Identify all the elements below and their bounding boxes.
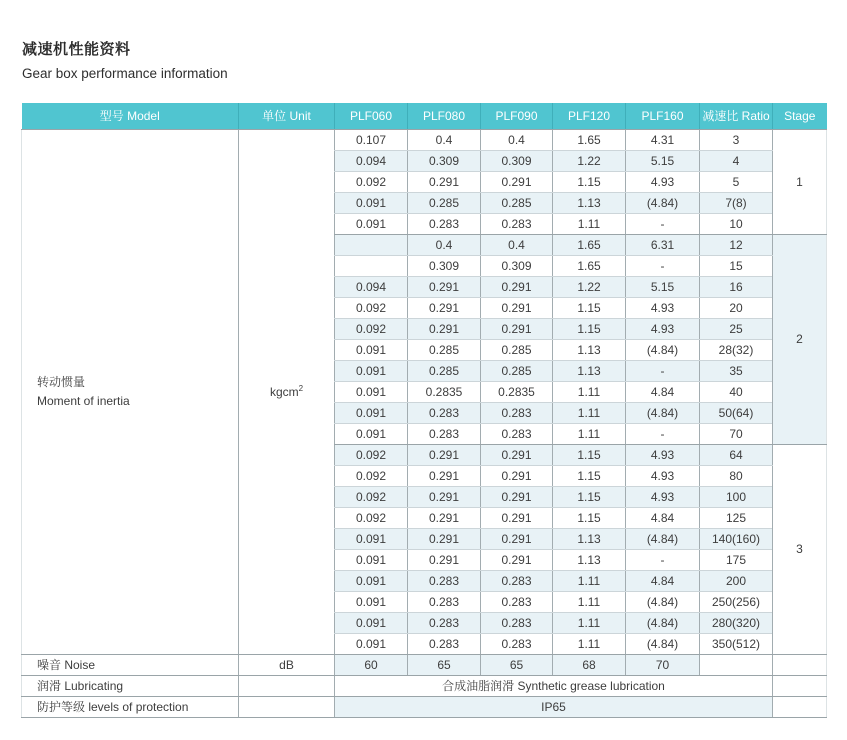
inertia-cell bbox=[335, 255, 408, 276]
protection-value: IP65 bbox=[335, 696, 773, 717]
stage-cell: 2 bbox=[773, 234, 827, 444]
inertia-cell: 35 bbox=[700, 360, 773, 381]
inertia-cell: 0.291 bbox=[408, 486, 481, 507]
inertia-cell: 40 bbox=[700, 381, 773, 402]
inertia-cell: 1.13 bbox=[553, 360, 626, 381]
inertia-cell: 0.283 bbox=[481, 612, 553, 633]
inertia-cell: 80 bbox=[700, 465, 773, 486]
inertia-cell: - bbox=[626, 549, 700, 570]
inertia-cell: 0.091 bbox=[335, 528, 408, 549]
inertia-cell: 70 bbox=[700, 423, 773, 444]
inertia-cell: 0.309 bbox=[481, 255, 553, 276]
inertia-cell: 5.15 bbox=[626, 150, 700, 171]
inertia-cell: 0.283 bbox=[481, 591, 553, 612]
inertia-cell: 0.2835 bbox=[481, 381, 553, 402]
inertia-cell: 0.091 bbox=[335, 423, 408, 444]
inertia-cell: 20 bbox=[700, 297, 773, 318]
inertia-row-label bbox=[22, 129, 239, 654]
inertia-cell: 1.22 bbox=[553, 150, 626, 171]
inertia-cell: 0.291 bbox=[408, 444, 481, 465]
lubricating-stage-empty-cell bbox=[773, 675, 827, 696]
inertia-label-zh: 转动惯量 bbox=[37, 374, 86, 389]
inertia-cell: 0.283 bbox=[481, 570, 553, 591]
inertia-cell: 1.11 bbox=[553, 213, 626, 234]
inertia-cell: 0.4 bbox=[481, 129, 553, 150]
inertia-cell: 0.283 bbox=[481, 402, 553, 423]
inertia-cell: 4.31 bbox=[626, 129, 700, 150]
inertia-cell: 0.107 bbox=[335, 129, 408, 150]
inertia-cell: 0.309 bbox=[408, 255, 481, 276]
inertia-cell: 0.285 bbox=[481, 339, 553, 360]
inertia-cell: 0.283 bbox=[481, 213, 553, 234]
inertia-cell: 0.092 bbox=[335, 486, 408, 507]
inertia-cell: (4.84) bbox=[626, 402, 700, 423]
inertia-cell: 0.092 bbox=[335, 465, 408, 486]
inertia-cell: - bbox=[626, 360, 700, 381]
inertia-cell: 0.285 bbox=[408, 360, 481, 381]
inertia-cell: 0.291 bbox=[481, 318, 553, 339]
inertia-cell: 0.092 bbox=[335, 507, 408, 528]
inertia-cell: 0.285 bbox=[481, 360, 553, 381]
col-header-plf120: PLF120 bbox=[553, 103, 626, 129]
inertia-cell: 0.291 bbox=[408, 507, 481, 528]
inertia-cell: 200 bbox=[700, 570, 773, 591]
col-header-plf080: PLF080 bbox=[408, 103, 481, 129]
protection-stage-empty-cell bbox=[773, 696, 827, 717]
inertia-cell: 0.4 bbox=[408, 129, 481, 150]
inertia-unit bbox=[239, 129, 335, 654]
protection-unit-empty-cell bbox=[239, 696, 335, 717]
col-header-plf090: PLF090 bbox=[481, 103, 553, 129]
inertia-cell: 0.283 bbox=[408, 612, 481, 633]
inertia-cell: 5.15 bbox=[626, 276, 700, 297]
inertia-cell: 4.93 bbox=[626, 444, 700, 465]
inertia-cell: 350(512) bbox=[700, 633, 773, 654]
inertia-cell: 0.283 bbox=[408, 633, 481, 654]
inertia-cell: 0.091 bbox=[335, 570, 408, 591]
col-header-model: 型号 Model bbox=[22, 103, 239, 129]
inertia-cell: 1.65 bbox=[553, 255, 626, 276]
col-header-ratio: 减速比 Ratio bbox=[700, 103, 773, 129]
inertia-cell: 0.285 bbox=[481, 192, 553, 213]
inertia-cell: 1.13 bbox=[553, 339, 626, 360]
inertia-cell: 1.11 bbox=[553, 591, 626, 612]
inertia-cell: 0.092 bbox=[335, 171, 408, 192]
inertia-cell: 4.93 bbox=[626, 486, 700, 507]
inertia-cell: 0.091 bbox=[335, 213, 408, 234]
page-title-zh: 减速机性能资料 bbox=[22, 41, 131, 58]
inertia-cell: 1.65 bbox=[553, 129, 626, 150]
inertia-cell: 1.15 bbox=[553, 486, 626, 507]
table-row bbox=[22, 129, 827, 150]
inertia-cell: 1.11 bbox=[553, 612, 626, 633]
inertia-cell: 0.291 bbox=[481, 276, 553, 297]
inertia-cell: 0.094 bbox=[335, 276, 408, 297]
inertia-cell: 0.291 bbox=[481, 507, 553, 528]
noise-label: 噪音 Noise bbox=[22, 654, 239, 675]
inertia-cell: 0.291 bbox=[481, 297, 553, 318]
gearbox-performance-table bbox=[21, 103, 827, 718]
inertia-cell: 5 bbox=[700, 171, 773, 192]
inertia-cell: 0.091 bbox=[335, 360, 408, 381]
inertia-unit-exponent: 2 bbox=[298, 384, 304, 393]
inertia-cell: 15 bbox=[700, 255, 773, 276]
inertia-cell: (4.84) bbox=[626, 591, 700, 612]
inertia-cell: 0.091 bbox=[335, 402, 408, 423]
inertia-cell: 0.2835 bbox=[408, 381, 481, 402]
noise-value-plf120: 68 bbox=[553, 654, 626, 675]
noise-stage-empty-cell bbox=[773, 654, 827, 675]
inertia-cell: (4.84) bbox=[626, 612, 700, 633]
inertia-cell: - bbox=[626, 255, 700, 276]
inertia-cell: 0.291 bbox=[481, 465, 553, 486]
inertia-cell: 4 bbox=[700, 150, 773, 171]
noise-value-plf060: 60 bbox=[335, 654, 408, 675]
inertia-cell: 0.283 bbox=[481, 423, 553, 444]
inertia-cell: 175 bbox=[700, 549, 773, 570]
inertia-cell: 0.091 bbox=[335, 192, 408, 213]
lubricating-label: 润滑 Lubricating bbox=[22, 675, 239, 696]
inertia-cell: 0.4 bbox=[408, 234, 481, 255]
inertia-cell: 1.11 bbox=[553, 633, 626, 654]
inertia-cell: 0.283 bbox=[408, 402, 481, 423]
inertia-cell: 4.93 bbox=[626, 171, 700, 192]
inertia-cell: 100 bbox=[700, 486, 773, 507]
inertia-cell: 0.092 bbox=[335, 444, 408, 465]
inertia-label-en: Moment of inertia bbox=[37, 393, 130, 408]
inertia-cell: 1.13 bbox=[553, 192, 626, 213]
col-header-unit: 单位 Unit bbox=[239, 103, 335, 129]
inertia-cell: 4.84 bbox=[626, 381, 700, 402]
inertia-cell: 140(160) bbox=[700, 528, 773, 549]
inertia-cell: 0.291 bbox=[408, 171, 481, 192]
inertia-cell: 10 bbox=[700, 213, 773, 234]
inertia-cell: 0.291 bbox=[408, 549, 481, 570]
inertia-cell: 0.291 bbox=[408, 528, 481, 549]
noise-value-plf090: 65 bbox=[481, 654, 553, 675]
inertia-cell: 1.15 bbox=[553, 318, 626, 339]
stage-cell: 3 bbox=[773, 444, 827, 654]
inertia-cell: 0.094 bbox=[335, 150, 408, 171]
inertia-cell: 0.091 bbox=[335, 549, 408, 570]
inertia-cell: 28(32) bbox=[700, 339, 773, 360]
inertia-cell: 1.15 bbox=[553, 171, 626, 192]
inertia-cell: 0.283 bbox=[408, 591, 481, 612]
inertia-cell bbox=[335, 234, 408, 255]
stage-cell: 1 bbox=[773, 129, 827, 234]
inertia-cell: 4.84 bbox=[626, 570, 700, 591]
inertia-cell: 0.283 bbox=[408, 423, 481, 444]
inertia-cell: 1.15 bbox=[553, 297, 626, 318]
inertia-cell: (4.84) bbox=[626, 339, 700, 360]
col-header-stage: Stage bbox=[773, 103, 827, 129]
inertia-cell: 0.091 bbox=[335, 633, 408, 654]
inertia-cell: 0.291 bbox=[481, 549, 553, 570]
inertia-cell: 0.291 bbox=[481, 528, 553, 549]
inertia-cell: 6.31 bbox=[626, 234, 700, 255]
inertia-cell: 0.291 bbox=[408, 297, 481, 318]
inertia-cell: - bbox=[626, 423, 700, 444]
inertia-cell: 4.93 bbox=[626, 465, 700, 486]
inertia-cell: 0.291 bbox=[481, 444, 553, 465]
inertia-cell: 0.285 bbox=[408, 192, 481, 213]
inertia-cell: 1.13 bbox=[553, 549, 626, 570]
inertia-cell: 0.283 bbox=[481, 633, 553, 654]
inertia-cell: 1.11 bbox=[553, 381, 626, 402]
inertia-cell: 1.13 bbox=[553, 528, 626, 549]
inertia-cell: 0.309 bbox=[481, 150, 553, 171]
inertia-cell: 0.283 bbox=[408, 213, 481, 234]
inertia-cell: 4.93 bbox=[626, 318, 700, 339]
inertia-cell: 12 bbox=[700, 234, 773, 255]
protection-label: 防护等级 levels of protection bbox=[22, 696, 239, 717]
inertia-cell: 0.091 bbox=[335, 591, 408, 612]
inertia-cell: 0.091 bbox=[335, 339, 408, 360]
inertia-cell: 1.22 bbox=[553, 276, 626, 297]
noise-unit: dB bbox=[239, 654, 335, 675]
col-header-plf160: PLF160 bbox=[626, 103, 700, 129]
inertia-cell: - bbox=[626, 213, 700, 234]
noise-value-plf080: 65 bbox=[408, 654, 481, 675]
inertia-cell: 1.11 bbox=[553, 570, 626, 591]
inertia-unit-text: kgcm bbox=[269, 385, 299, 399]
inertia-cell: 0.092 bbox=[335, 297, 408, 318]
inertia-cell: 0.285 bbox=[408, 339, 481, 360]
inertia-cell: 0.291 bbox=[408, 465, 481, 486]
inertia-cell: 4.93 bbox=[626, 297, 700, 318]
inertia-cell: 1.11 bbox=[553, 423, 626, 444]
inertia-cell: 250(256) bbox=[700, 591, 773, 612]
inertia-cell: 7(8) bbox=[700, 192, 773, 213]
inertia-cell: 16 bbox=[700, 276, 773, 297]
header-row bbox=[22, 103, 827, 129]
footer-tbody bbox=[22, 654, 827, 717]
inertia-cell: 0.091 bbox=[335, 612, 408, 633]
col-header-plf060: PLF060 bbox=[335, 103, 408, 129]
inertia-cell: 0.291 bbox=[481, 486, 553, 507]
inertia-cell: 0.291 bbox=[408, 276, 481, 297]
inertia-cell: 50(64) bbox=[700, 402, 773, 423]
lubricating-row bbox=[22, 675, 827, 696]
inertia-cell: 1.65 bbox=[553, 234, 626, 255]
inertia-cell: 1.15 bbox=[553, 444, 626, 465]
inertia-cell: 0.309 bbox=[408, 150, 481, 171]
noise-row bbox=[22, 654, 827, 675]
inertia-cell: 0.091 bbox=[335, 381, 408, 402]
inertia-cell: 0.4 bbox=[481, 234, 553, 255]
inertia-cell: 0.291 bbox=[408, 318, 481, 339]
inertia-cell: 1.15 bbox=[553, 507, 626, 528]
page-title-en: Gear box performance information bbox=[22, 66, 228, 81]
inertia-cell: 3 bbox=[700, 129, 773, 150]
noise-ratio-empty-cell bbox=[700, 654, 773, 675]
inertia-cell: 4.84 bbox=[626, 507, 700, 528]
inertia-tbody bbox=[22, 129, 827, 654]
inertia-cell: 1.15 bbox=[553, 465, 626, 486]
lubricating-value: 合成油脂润滑 Synthetic grease lubrication bbox=[335, 675, 773, 696]
noise-value-plf160: 70 bbox=[626, 654, 700, 675]
protection-row bbox=[22, 696, 827, 717]
inertia-cell: 125 bbox=[700, 507, 773, 528]
inertia-cell: (4.84) bbox=[626, 528, 700, 549]
inertia-cell: (4.84) bbox=[626, 192, 700, 213]
inertia-cell: (4.84) bbox=[626, 633, 700, 654]
inertia-cell: 0.291 bbox=[481, 171, 553, 192]
inertia-cell: 280(320) bbox=[700, 612, 773, 633]
inertia-cell: 64 bbox=[700, 444, 773, 465]
inertia-cell: 25 bbox=[700, 318, 773, 339]
inertia-cell: 0.092 bbox=[335, 318, 408, 339]
lubricating-unit-empty-cell bbox=[239, 675, 335, 696]
inertia-cell: 1.11 bbox=[553, 402, 626, 423]
inertia-cell: 0.283 bbox=[408, 570, 481, 591]
